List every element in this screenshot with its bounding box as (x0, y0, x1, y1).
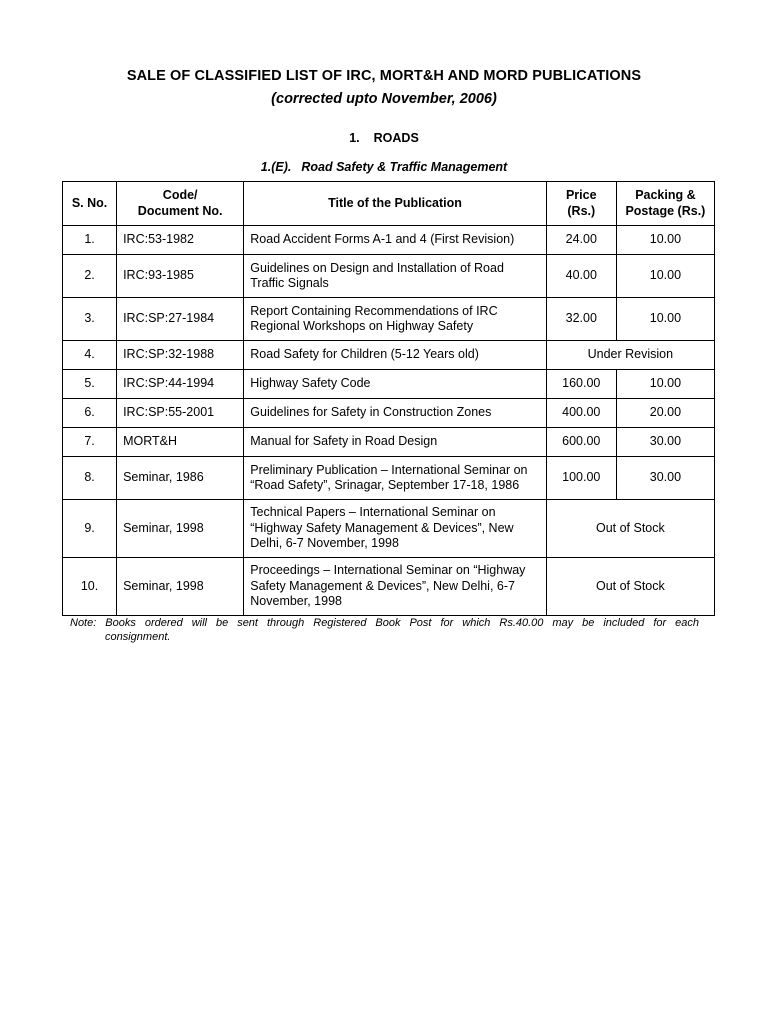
cell-status: Out of Stock (546, 500, 714, 558)
header-price-line1: Price (565, 188, 597, 202)
cell-code: IRC:SP:27-1984 (117, 298, 244, 341)
cell-sno: 4. (63, 341, 117, 370)
cell-title: Proceedings – International Seminar on “Highway Safety Management & Devices”, New Delhi, 6-7 November, 1998 (244, 558, 546, 616)
table-row (63, 226, 715, 255)
header-sno: S. No. (63, 182, 117, 226)
cell-sno: 7. (63, 428, 117, 457)
footnote-line1: Note: Books ordered will be sent through Registered Book Post for which Rs.40.00 may be included for each (70, 617, 699, 629)
cell-sno: 2. (63, 255, 117, 298)
subsection-number: 1.(E). (260, 160, 292, 174)
cell-postage: 30.00 (616, 428, 714, 457)
header-postage-line2: Postage (Rs.) (625, 203, 706, 218)
cell-sno: 1. (63, 226, 117, 255)
cell-postage: 10.00 (616, 226, 714, 255)
cell-sno: 5. (63, 370, 117, 399)
header-code-line2: Document No. (137, 203, 223, 218)
page-subtitle: (corrected upto November, 2006) (271, 91, 497, 107)
cell-code: IRC:53-1982 (117, 226, 244, 255)
cell-price: 100.00 (546, 457, 616, 500)
cell-code: Seminar, 1986 (117, 457, 244, 500)
cell-price: 32.00 (546, 298, 616, 341)
cell-title: Road Accident Forms A-1 and 4 (First Revision) (244, 226, 546, 255)
cell-postage: 20.00 (616, 399, 714, 428)
table-row (63, 399, 715, 428)
table-row (63, 255, 715, 298)
table-row (63, 370, 715, 399)
cell-postage: 10.00 (616, 298, 714, 341)
table-row (63, 428, 715, 457)
section-heading (0, 131, 768, 145)
table-row (63, 500, 715, 558)
cell-price: 24.00 (546, 226, 616, 255)
cell-code: IRC:93-1985 (117, 255, 244, 298)
cell-postage: 10.00 (616, 370, 714, 399)
cell-price: 600.00 (546, 428, 616, 457)
cell-title: Guidelines for Safety in Construction Zones (244, 399, 546, 428)
cell-sno: 3. (63, 298, 117, 341)
footnote (70, 616, 699, 644)
cell-code: IRC:SP:55-2001 (117, 399, 244, 428)
cell-price: 160.00 (546, 370, 616, 399)
table-row (63, 298, 715, 341)
table-header-row (63, 182, 715, 226)
section-label: ROADS (373, 131, 419, 145)
cell-code: Seminar, 1998 (117, 500, 244, 558)
cell-title: Road Safety for Children (5-12 Years old) (244, 341, 546, 370)
cell-code: IRC:SP:44-1994 (117, 370, 244, 399)
header-price (546, 182, 616, 226)
header-price-line2: (Rs.) (567, 203, 596, 218)
header-code (117, 182, 244, 226)
header-title: Title of the Publication (244, 182, 546, 226)
table-row (63, 558, 715, 616)
cell-code: IRC:SP:32-1988 (117, 341, 244, 370)
cell-title: Technical Papers – International Seminar on “Highway Safety Management & Devices”, New Delhi, 6-7 November, 1998 (244, 500, 546, 558)
table-row (63, 341, 715, 370)
cell-code: Seminar, 1998 (117, 558, 244, 616)
cell-postage: 30.00 (616, 457, 714, 500)
cell-title: Preliminary Publication – International Seminar on “Road Safety”, Srinagar, September 17-18, 1986 (244, 457, 546, 500)
table-row (63, 457, 715, 500)
cell-title: Highway Safety Code (244, 370, 546, 399)
cell-sno: 8. (63, 457, 117, 500)
cell-title: Manual for Safety in Road Design (244, 428, 546, 457)
cell-title: Report Containing Recommendations of IRC Regional Workshops on Highway Safety (244, 298, 546, 341)
subsection-heading (0, 160, 768, 174)
cell-price: 40.00 (546, 255, 616, 298)
cell-postage: 10.00 (616, 255, 714, 298)
cell-sno: 10. (63, 558, 117, 616)
subsection-label: Road Safety & Traffic Management (301, 160, 508, 174)
cell-code: MORT&H (117, 428, 244, 457)
section-number: 1. (349, 131, 360, 145)
cell-price: 400.00 (546, 399, 616, 428)
header-postage (616, 182, 714, 226)
header-postage-line1: Packing & (635, 188, 696, 202)
footnote-line2: consignment. (105, 631, 171, 643)
publications-table (62, 181, 715, 616)
page-title: SALE OF CLASSIFIED LIST OF IRC, MORT&H AND MORD PUBLICATIONS (126, 68, 642, 84)
cell-title: Guidelines on Design and Installation of Road Traffic Signals (244, 255, 546, 298)
cell-sno: 6. (63, 399, 117, 428)
cell-status: Under Revision (546, 341, 714, 370)
header-code-line1: Code/ (162, 188, 198, 202)
cell-status: Out of Stock (546, 558, 714, 616)
cell-sno: 9. (63, 500, 117, 558)
